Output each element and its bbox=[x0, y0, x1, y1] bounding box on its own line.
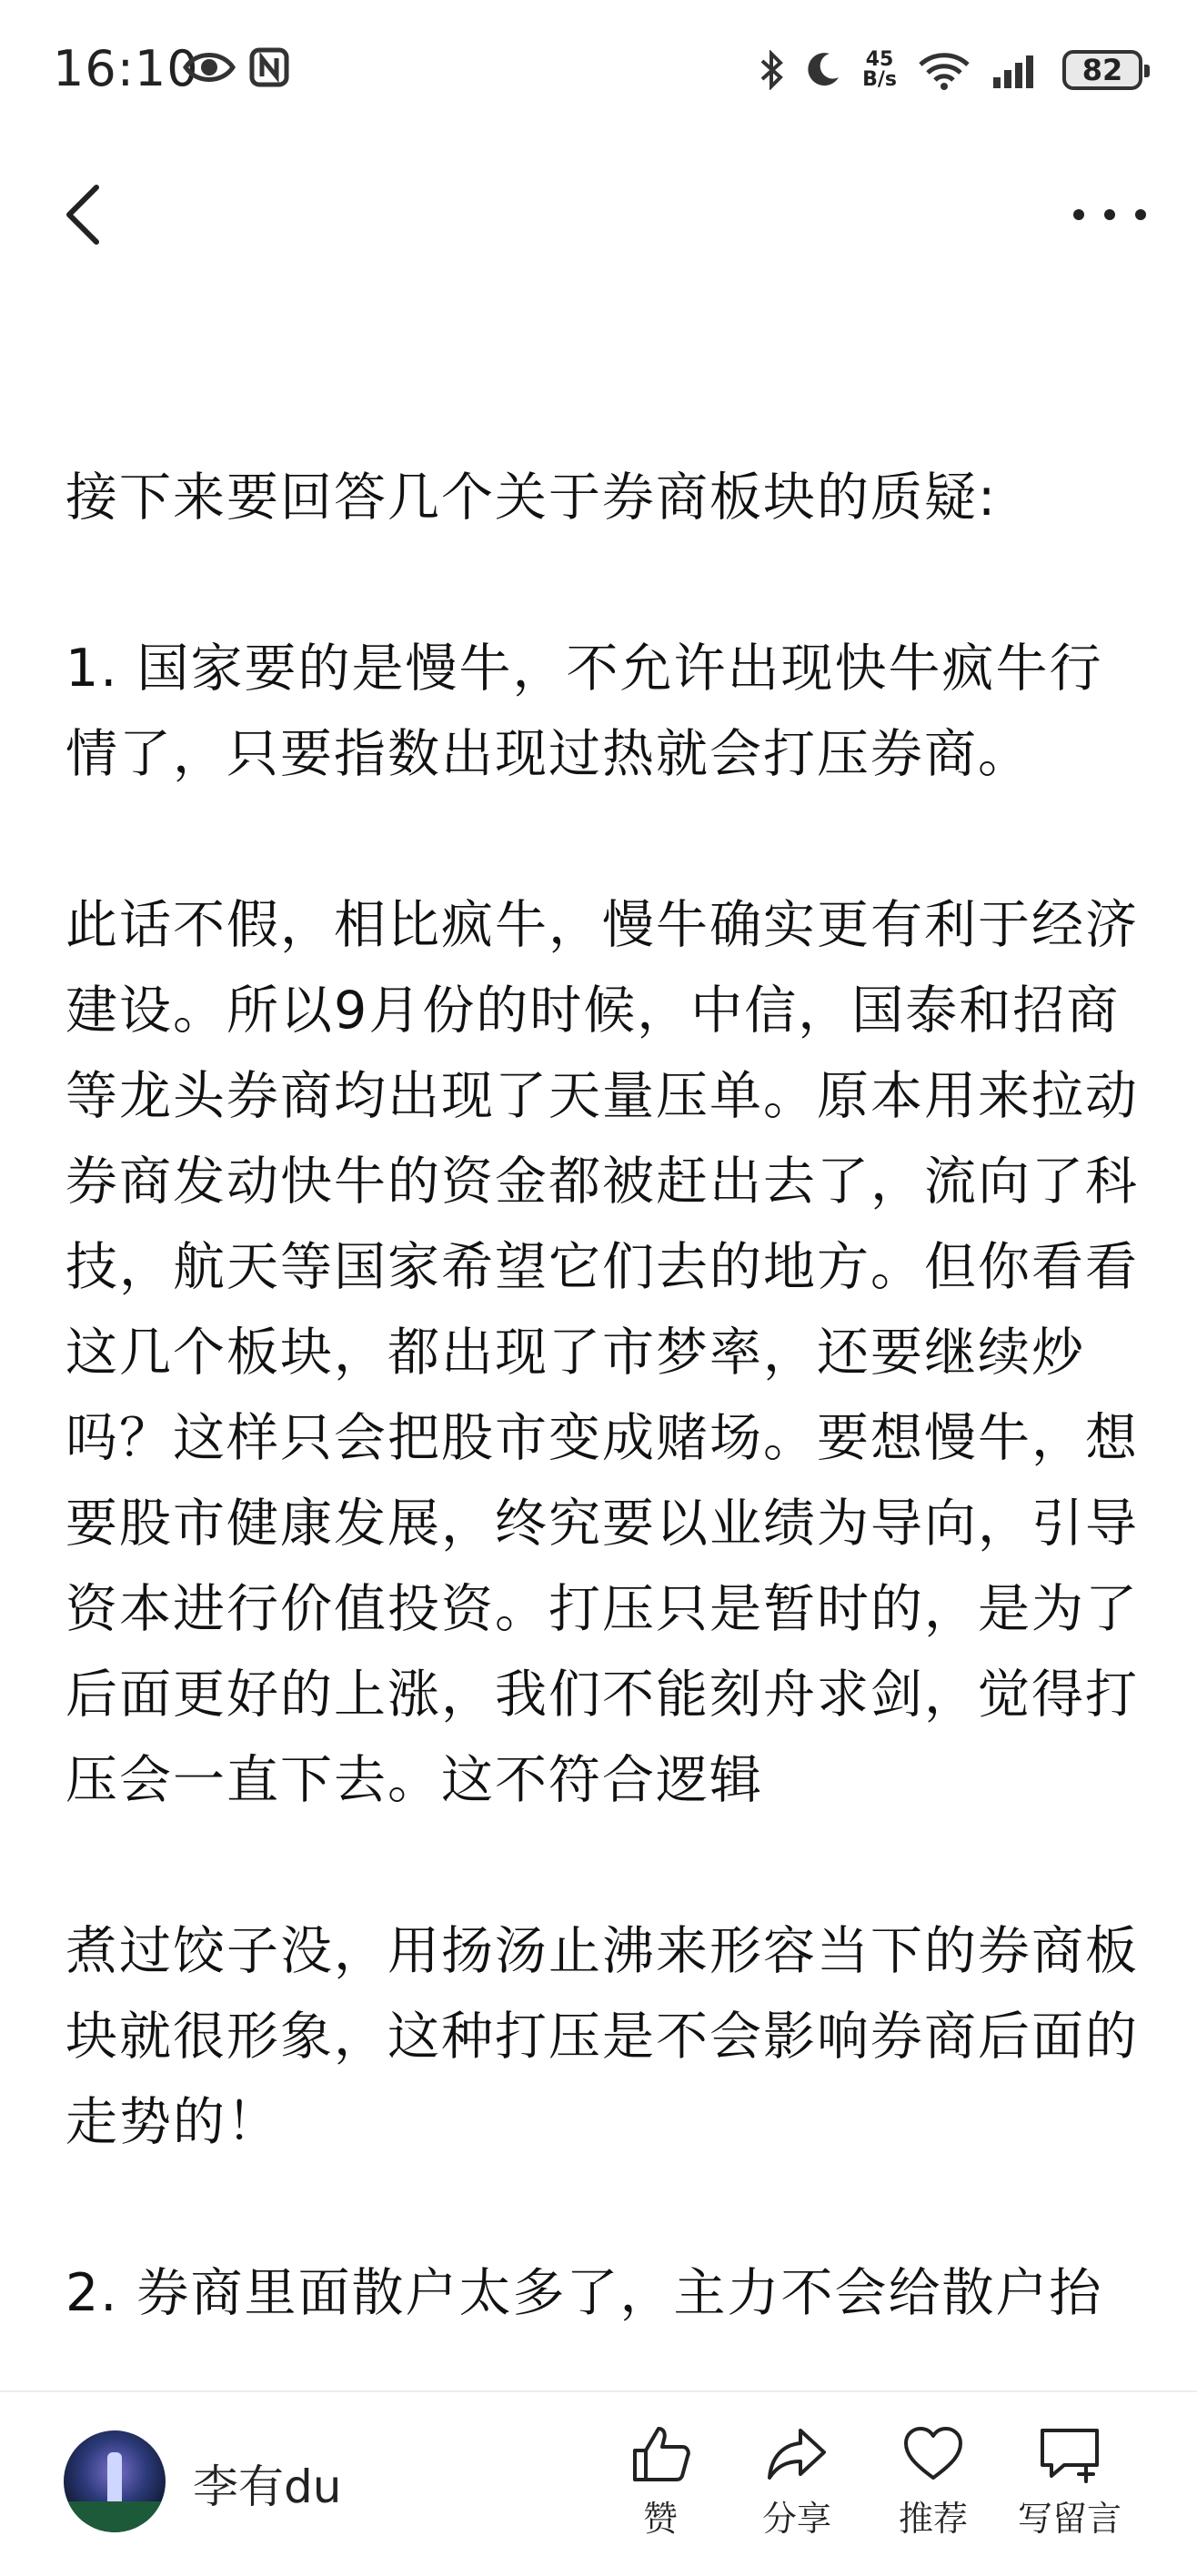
signal-icon bbox=[991, 50, 1042, 90]
recommend-button[interactable] bbox=[870, 2423, 997, 2541]
more-dots-icon[interactable] bbox=[1073, 195, 1146, 235]
more-dot bbox=[1104, 209, 1115, 220]
recommend-label: 推荐 bbox=[898, 2499, 968, 2539]
article-paragraph: 1. 国家要的是慢牛，不允许出现快牛疯牛行情了，只要指数出现过热就会打压券商。 bbox=[65, 639, 1103, 784]
bluetooth-icon bbox=[759, 50, 786, 90]
write-comment-button[interactable] bbox=[1006, 2423, 1133, 2541]
battery-icon: 82 bbox=[1062, 50, 1142, 90]
status-right bbox=[759, 36, 1142, 104]
like-label: 赞 bbox=[642, 2499, 678, 2539]
share-button[interactable] bbox=[733, 2423, 860, 2541]
author-name[interactable]: 李有du bbox=[193, 2460, 342, 2513]
chevron-left-icon[interactable] bbox=[56, 178, 111, 251]
status-time: 16:10 bbox=[53, 40, 199, 97]
article-body bbox=[65, 455, 1139, 2421]
bottom-action-bar bbox=[0, 2390, 1197, 2576]
avatar[interactable] bbox=[64, 2430, 166, 2532]
net-speed-value: 45 bbox=[865, 48, 894, 71]
eye-icon bbox=[182, 47, 236, 87]
comment-icon bbox=[1037, 2423, 1102, 2485]
share-icon bbox=[764, 2423, 830, 2485]
article-paragraph: 煮过饺子没，用扬汤止沸来形容当下的券商板块就很形象，这种打压是不会影响券商后面的走势的！ bbox=[65, 1921, 1139, 2152]
article-paragraph: 接下来要回答几个关于券商板块的质疑: bbox=[65, 468, 998, 528]
status-bar bbox=[0, 0, 1197, 146]
net-speed bbox=[862, 50, 897, 90]
more-dot bbox=[1135, 209, 1146, 220]
more-dot bbox=[1073, 209, 1084, 220]
thumbs-up-icon bbox=[628, 2423, 693, 2485]
like-button[interactable] bbox=[597, 2423, 724, 2541]
article-paragraph: 2. 券商里面散户太多了，主力不会给散户抬 bbox=[65, 2263, 1103, 2323]
nfc-icon bbox=[249, 47, 289, 87]
net-speed-unit: B/s bbox=[862, 68, 897, 91]
heart-icon bbox=[900, 2423, 966, 2485]
write-comment-label: 写留言 bbox=[1017, 2499, 1122, 2539]
moon-icon bbox=[806, 50, 842, 90]
share-label: 分享 bbox=[761, 2499, 831, 2539]
article-paragraph: 此话不假，相比疯牛，慢牛确实更有利于经济建设。所以9月份的时候，中信，国泰和招商等龙头券商均出现了天量压单。原本用来拉动券商发动快牛的资金都被赶出去了，流向了科技，航天等国家希望它们去的地方。但你看看这几个板块，都出现了市梦率，还要继续炒吗？这样只会把股市变成赌场。要想慢牛，想要股市健康发展，终究要以业绩为导向，引导资本进行价值投资。打压只是暂时的，是为了后面更好的上涨，我们不能刻舟求剑，觉得打压会一直下去。这不符合逻辑 bbox=[65, 895, 1139, 1810]
wifi-icon bbox=[917, 50, 971, 90]
